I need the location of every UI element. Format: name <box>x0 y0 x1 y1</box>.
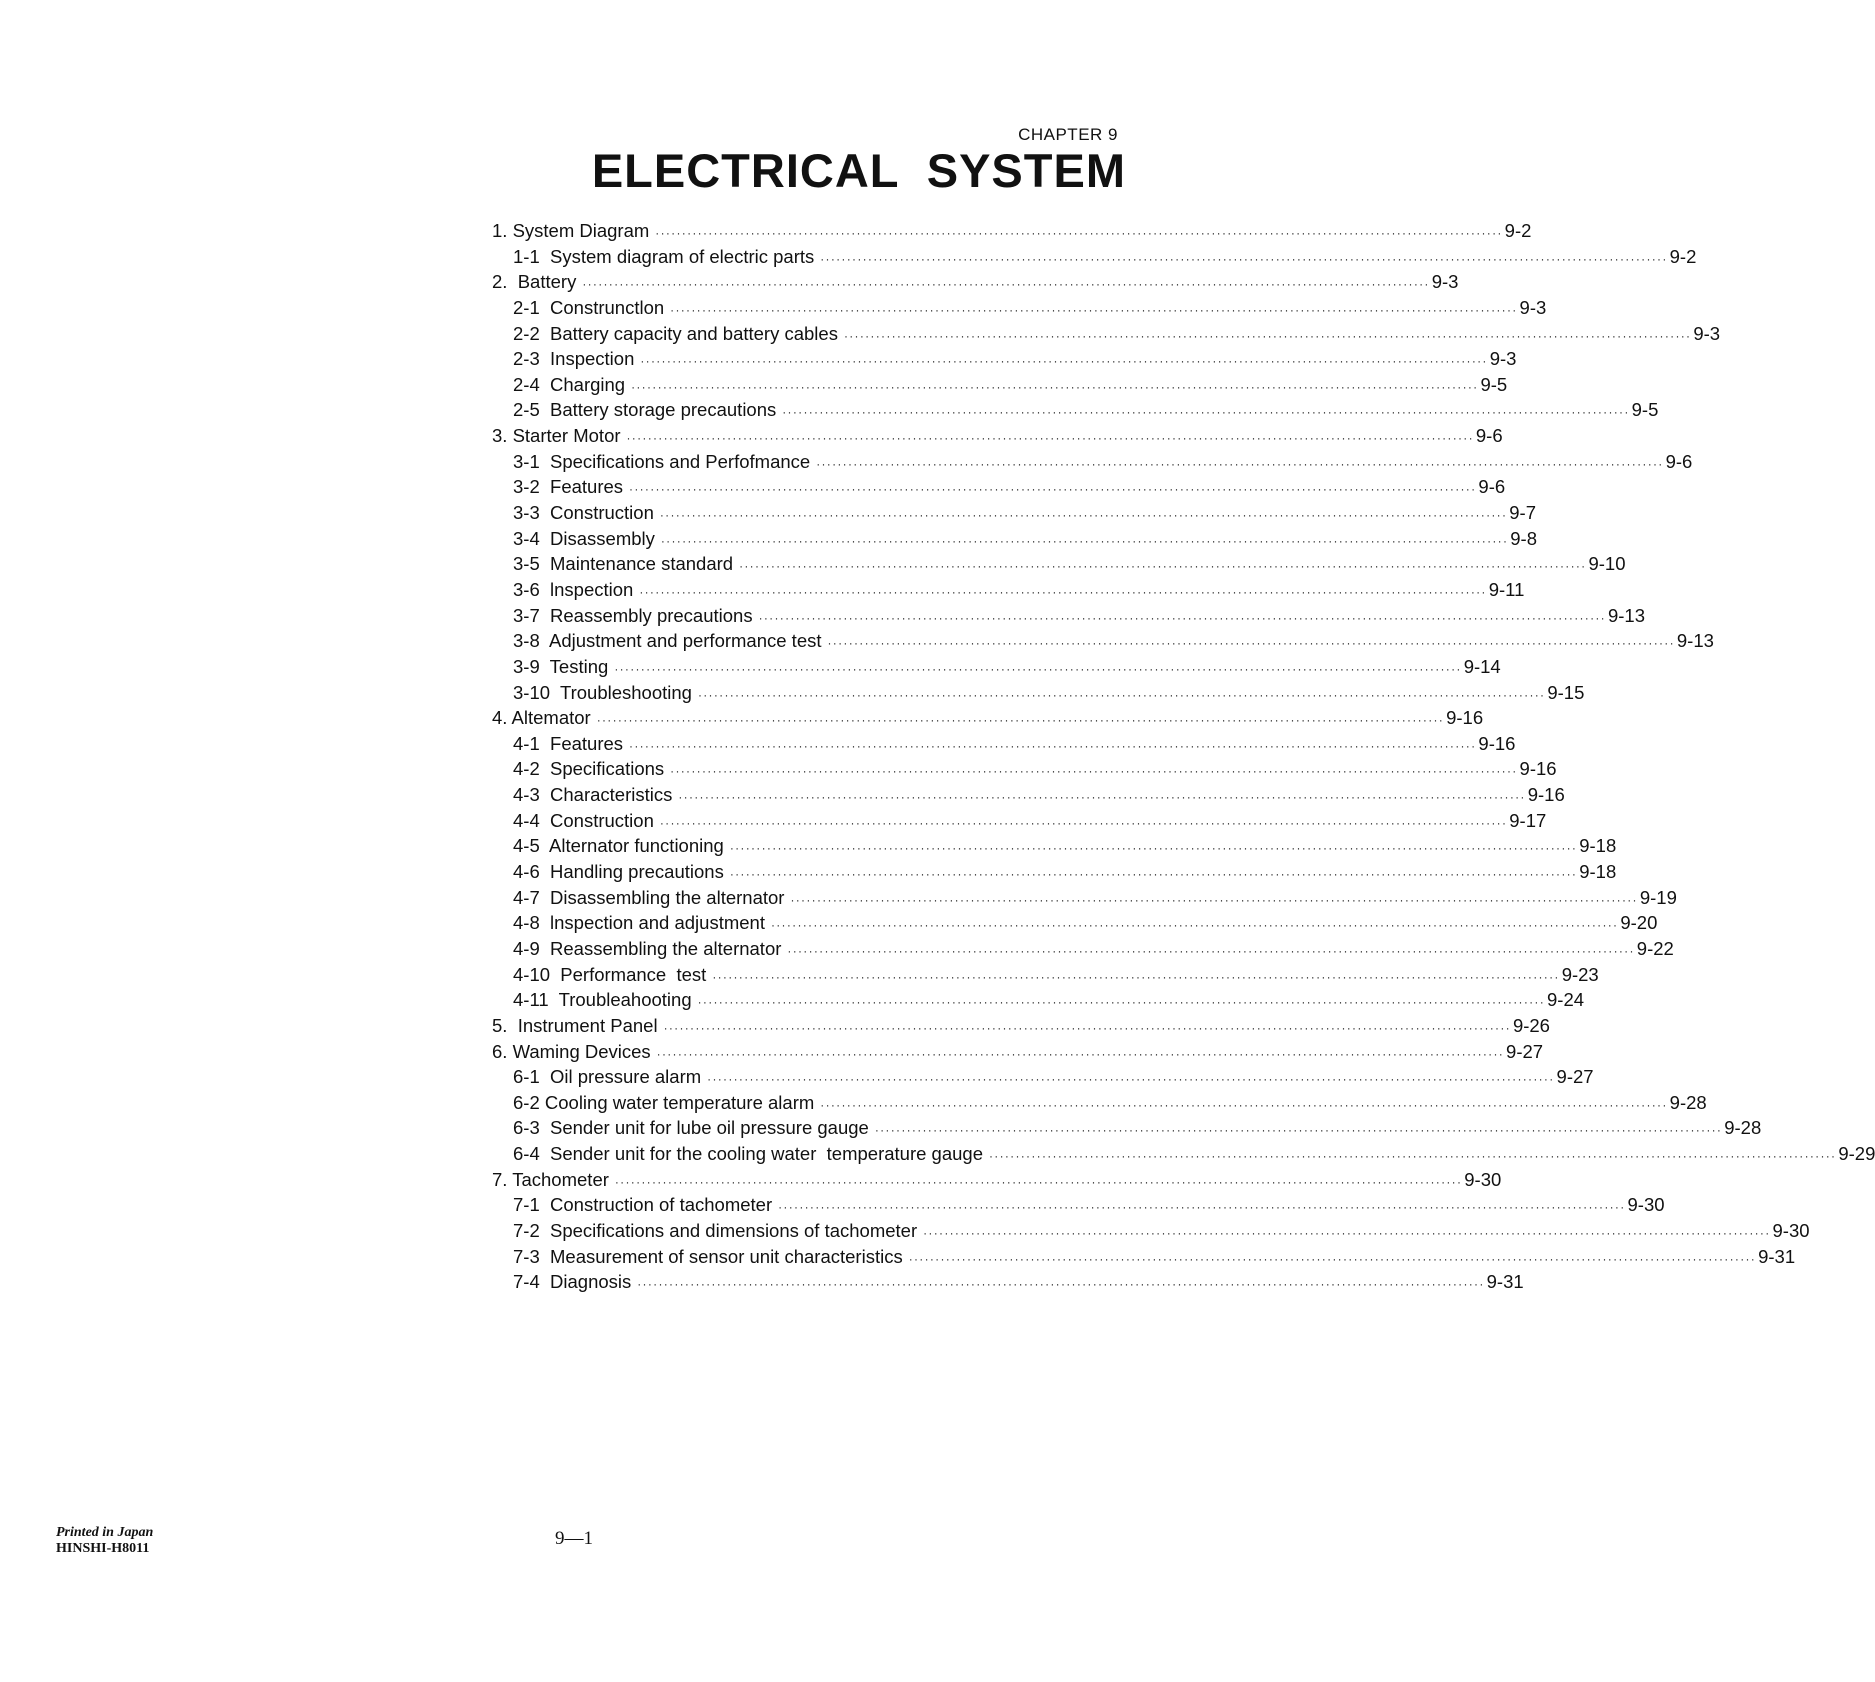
toc-entry-title: 1. System Diagram <box>492 220 650 241</box>
toc-entry-title: 3-9 Testing <box>513 655 609 677</box>
toc-page-number: 9-28 <box>1724 1117 1762 1139</box>
toc-page-number: 9-27 <box>1506 1040 1544 1062</box>
toc-subsection <box>492 450 1693 477</box>
table-of-contents <box>492 220 1875 1297</box>
toc-page-number: 9-13 <box>1676 630 1714 652</box>
toc-leader-dots: ································································································································································ <box>663 1020 1511 1035</box>
toc-page-number: 9-19 <box>1639 886 1677 908</box>
toc-entry-title: 3-1 Specifications and Perfofmance <box>513 450 811 472</box>
toc-leader-dots: ································································································································································ <box>790 892 1638 907</box>
toc-entry-title: 7. Tachometer <box>492 1168 609 1190</box>
toc-subsection <box>492 527 1538 554</box>
toc-leader-dots: ································································································································································ <box>626 431 1474 446</box>
toc-page-number: 9-7 <box>1509 502 1536 524</box>
toc-subsection <box>492 835 1617 861</box>
toc-page-number: 9-30 <box>1772 1219 1810 1241</box>
toc-page-number: 9-26 <box>1512 1014 1550 1036</box>
toc-page-number: 9-30 <box>1627 1194 1665 1216</box>
toc-leader-dots: ································································································································································ <box>582 277 1430 292</box>
toc-entry-title: 5. Instrument Panel <box>492 1014 658 1036</box>
toc-entry-title: 4-4 Construction <box>513 809 654 831</box>
toc-page-number: 9-18 <box>1579 861 1617 883</box>
toc-leader-dots: ································································································································································ <box>820 1097 1668 1112</box>
toc-subsection <box>492 1271 1524 1297</box>
toc-page-number: 9-16 <box>1519 758 1557 780</box>
toc-subsection <box>492 1219 1810 1246</box>
toc-subsection <box>492 630 1714 656</box>
toc-entry-title: 4-7 Disassembling the alternator <box>513 886 785 908</box>
toc-subsection <box>492 809 1547 836</box>
chapter-label: CHAPTER 9 <box>1018 125 1118 144</box>
toc-subsection <box>492 1143 1875 1169</box>
toc-page-number: 9-31 <box>1486 1271 1524 1293</box>
toc-leader-dots: ································································································································································ <box>758 610 1606 625</box>
toc-leader-dots: ································································································································································ <box>637 1277 1485 1292</box>
toc-page-number: 9-5 <box>1480 373 1508 395</box>
toc-leader-dots: ································································································································································ <box>640 354 1488 369</box>
toc-subsection <box>492 655 1501 682</box>
toc-page-number: 9-17 <box>1509 809 1547 831</box>
toc-leader-dots: ································································································································································ <box>629 738 1477 753</box>
toc-page-number: 9-8 <box>1510 527 1538 549</box>
toc-entry-title: 6-2 Cooling water temperature alarm <box>513 1091 815 1113</box>
toc-entry-title: 3-2 Features <box>513 476 624 498</box>
toc-entry-title: 4-5 Alternator functioning <box>513 835 724 857</box>
toc-entry-title: 7-4 Diagnosis <box>513 1271 632 1293</box>
toc-leader-dots: ································································································································································ <box>614 1174 1463 1189</box>
toc-entry-title: 2-4 Charging <box>513 373 626 395</box>
toc-subsection <box>492 476 1506 502</box>
toc-entry-title: 6. Waming Devices <box>492 1040 651 1062</box>
toc-subsection <box>492 502 1536 528</box>
toc-leader-dots: ································································································································································ <box>820 251 1668 266</box>
toc-leader-dots: ································································································································································ <box>729 867 1578 882</box>
toc-entry-title: 7-3 Measurement of sensor unit characteristics <box>513 1245 903 1267</box>
toc-page-number: 9-10 <box>1588 553 1626 575</box>
toc-page-number: 9-20 <box>1620 912 1658 934</box>
toc-subsection <box>492 886 1677 913</box>
toc-page-number: 9-22 <box>1636 937 1674 959</box>
toc-subsection <box>492 1091 1707 1118</box>
toc-leader-dots: ································································································································································ <box>660 533 1509 548</box>
toc-page-number: 9-24 <box>1547 989 1585 1011</box>
toc-entry-title: 2-5 Battery storage precautions <box>513 399 777 421</box>
toc-leader-dots: ································································································································································ <box>770 918 1619 933</box>
toc-leader-dots: ································································································································································ <box>874 1123 1723 1138</box>
toc-subsection <box>492 758 1557 784</box>
toc-page-number: 9-15 <box>1547 681 1585 703</box>
toc-entry-title: 7-2 Specifications and dimensions of tachometer <box>513 1219 918 1241</box>
toc-leader-dots: ································································································································································ <box>816 456 1664 471</box>
toc-entry-title: 3-6 lnspection <box>513 578 634 600</box>
toc-leader-dots: ································································································································································ <box>778 1200 1626 1215</box>
toc-leader-dots: ································································································································································ <box>782 405 1630 420</box>
toc-leader-dots: ································································································································································ <box>787 943 1635 958</box>
toc-entry-title: 4-10 Performance test <box>513 963 707 985</box>
toc-leader-dots: ································································································································································ <box>614 661 1462 676</box>
toc-leader-dots: ································································································································································ <box>670 302 1518 317</box>
toc-leader-dots: ································································································································································ <box>988 1149 1837 1164</box>
toc-leader-dots: ································································································································································ <box>631 379 1479 394</box>
toc-subsection <box>492 937 1674 964</box>
toc-leader-dots: ································································································································································ <box>843 328 1692 343</box>
toc-leader-dots: ································································································································································ <box>707 1072 1555 1087</box>
toc-page-number: 9-3 <box>1431 271 1459 293</box>
toc-page-number: 9-11 <box>1488 578 1525 600</box>
page-number: 9—1 <box>555 1528 593 1549</box>
toc-subsection <box>492 553 1626 579</box>
toc-page-number: 9-30 <box>1464 1168 1502 1190</box>
toc-page-number: 9-23 <box>1561 963 1599 985</box>
toc-entry-title: 2-3 Inspection <box>513 348 635 370</box>
toc-page-number: 9-6 <box>1665 450 1693 472</box>
toc-page-number: 9-5 <box>1631 399 1659 421</box>
toc-section <box>492 1014 1550 1041</box>
toc-subsection <box>492 245 1697 272</box>
toc-leader-dots: ································································································································································ <box>697 995 1545 1010</box>
toc-entry-title: 4-3 Characteristics <box>513 784 673 806</box>
toc-leader-dots: ································································································································································ <box>596 713 1445 728</box>
toc-page-number: 9-16 <box>1478 732 1516 754</box>
toc-entry-title: 6-4 Sender unit for the cooling water temperature gauge <box>513 1143 983 1165</box>
toc-section <box>492 271 1459 297</box>
toc-leader-dots: ································································································································································ <box>670 764 1518 779</box>
toc-entry-title: 3-7 Reassembly precautions <box>513 604 753 626</box>
toc-entry-title: 3-5 Maintenance standard <box>513 553 734 575</box>
toc-page-number: 9-2 <box>1669 245 1697 267</box>
toc-page-number: 9-14 <box>1463 655 1501 677</box>
footer-print-info <box>56 1525 153 1557</box>
toc-subsection <box>492 578 1525 605</box>
toc-section <box>492 220 1532 246</box>
toc-leader-dots: ································································································································································ <box>678 790 1526 805</box>
toc-page-number: 9-18 <box>1579 835 1617 857</box>
printed-in-label: Printed in Japan <box>56 1525 154 1540</box>
toc-subsection <box>492 296 1547 323</box>
toc-subsection <box>492 861 1617 887</box>
toc-leader-dots: ································································································································································ <box>697 687 1546 702</box>
toc-entry-title: 3-4 Disassembly <box>513 527 655 549</box>
toc-section <box>492 1040 1544 1067</box>
toc-leader-dots: ································································································································································ <box>639 584 1487 599</box>
toc-entry-title: 4-6 Handling precautions <box>513 861 724 883</box>
toc-leader-dots: ································································································································································ <box>729 841 1578 856</box>
toc-section <box>492 425 1503 451</box>
toc-leader-dots: ································································································································································ <box>629 482 1477 497</box>
toc-page-number: 9-16 <box>1527 784 1565 806</box>
toc-leader-dots: ································································································································································ <box>923 1225 1771 1240</box>
toc-entry-title: 4-2 Specifications <box>513 758 665 780</box>
toc-page-number: 9-6 <box>1475 425 1503 447</box>
toc-subsection <box>492 912 1658 938</box>
toc-subsection <box>492 1117 1762 1143</box>
toc-leader-dots: ································································································································································ <box>908 1251 1757 1266</box>
toc-page-number: 9-3 <box>1489 348 1517 370</box>
toc-subsection <box>492 732 1516 759</box>
toc-leader-dots: ································································································································································ <box>656 1046 1505 1061</box>
toc-entry-title: 4. Altemator <box>492 707 591 729</box>
toc-section <box>492 707 1484 733</box>
toc-page-number: 9-3 <box>1519 296 1547 318</box>
toc-leader-dots: ································································································································································ <box>659 815 1508 830</box>
toc-subsection <box>492 963 1599 990</box>
toc-subsection <box>492 784 1565 810</box>
document-code: HINSHI-H8011 <box>56 1541 150 1556</box>
toc-entry-title: 4-8 lnspection and adjustment <box>513 912 765 934</box>
toc-section <box>492 1168 1502 1195</box>
chapter-title: ELECTRICAL SYSTEM <box>591 144 1126 197</box>
toc-leader-dots: ································································································································································ <box>739 559 1587 574</box>
toc-page-number: 9-3 <box>1693 322 1721 344</box>
toc-page-number: 9-31 <box>1758 1245 1796 1267</box>
toc-subsection <box>492 681 1585 708</box>
toc-entry-title: 3-10 Troubleshooting <box>513 681 692 703</box>
toc-entry-title: 3. Starter Motor <box>492 425 621 447</box>
toc-leader-dots: ································································································································································ <box>655 226 1503 240</box>
toc-subsection <box>492 348 1517 374</box>
toc-entry-title: 4-9 Reassembling the alternator <box>513 937 782 959</box>
toc-subsection <box>492 322 1721 349</box>
toc-entry-title: 4-1 Features <box>513 732 624 754</box>
toc-subsection <box>492 989 1585 1015</box>
toc-leader-dots: ································································································································································ <box>659 508 1508 523</box>
toc-subsection <box>492 1194 1665 1220</box>
toc-entry-title: 1-1 System diagram of electric parts <box>513 245 815 267</box>
toc-page-number: 9-28 <box>1669 1091 1707 1113</box>
toc-subsection <box>492 373 1508 400</box>
toc-entry-title: 3-8 Adjustment and performance test <box>513 630 822 652</box>
toc-subsection <box>492 1245 1796 1272</box>
toc-page-number: 9-16 <box>1446 707 1484 729</box>
toc-page-number: 9-29 <box>1838 1143 1875 1165</box>
toc-entry-title: 3-3 Construction <box>513 502 654 524</box>
toc-page-number: 9-6 <box>1478 476 1506 498</box>
toc-subsection <box>492 399 1659 425</box>
toc-entry-title: 6-3 Sender unit for lube oil pressure gauge <box>513 1117 869 1139</box>
toc-entry-title: 2-2 Battery capacity and battery cables <box>513 322 838 344</box>
toc-entry-title: 2-1 Construnctlon <box>513 296 665 318</box>
toc-entry-title: 2. Battery <box>492 271 577 293</box>
toc-subsection <box>492 1066 1594 1092</box>
toc-page-number: 9-27 <box>1556 1066 1594 1088</box>
toc-entry-title: 7-1 Construction of tachometer <box>513 1194 773 1216</box>
toc-page-number: 9-2 <box>1504 220 1532 241</box>
toc-leader-dots: ································································································································································ <box>712 969 1560 984</box>
toc-page-number: 9-13 <box>1607 604 1645 626</box>
toc-entry-title: 4-11 Troubleahooting <box>513 989 692 1011</box>
toc-subsection <box>492 604 1645 631</box>
toc-leader-dots: ································································································································································ <box>827 636 1675 651</box>
toc-entry-title: 6-1 Oil pressure alarm <box>513 1066 702 1088</box>
